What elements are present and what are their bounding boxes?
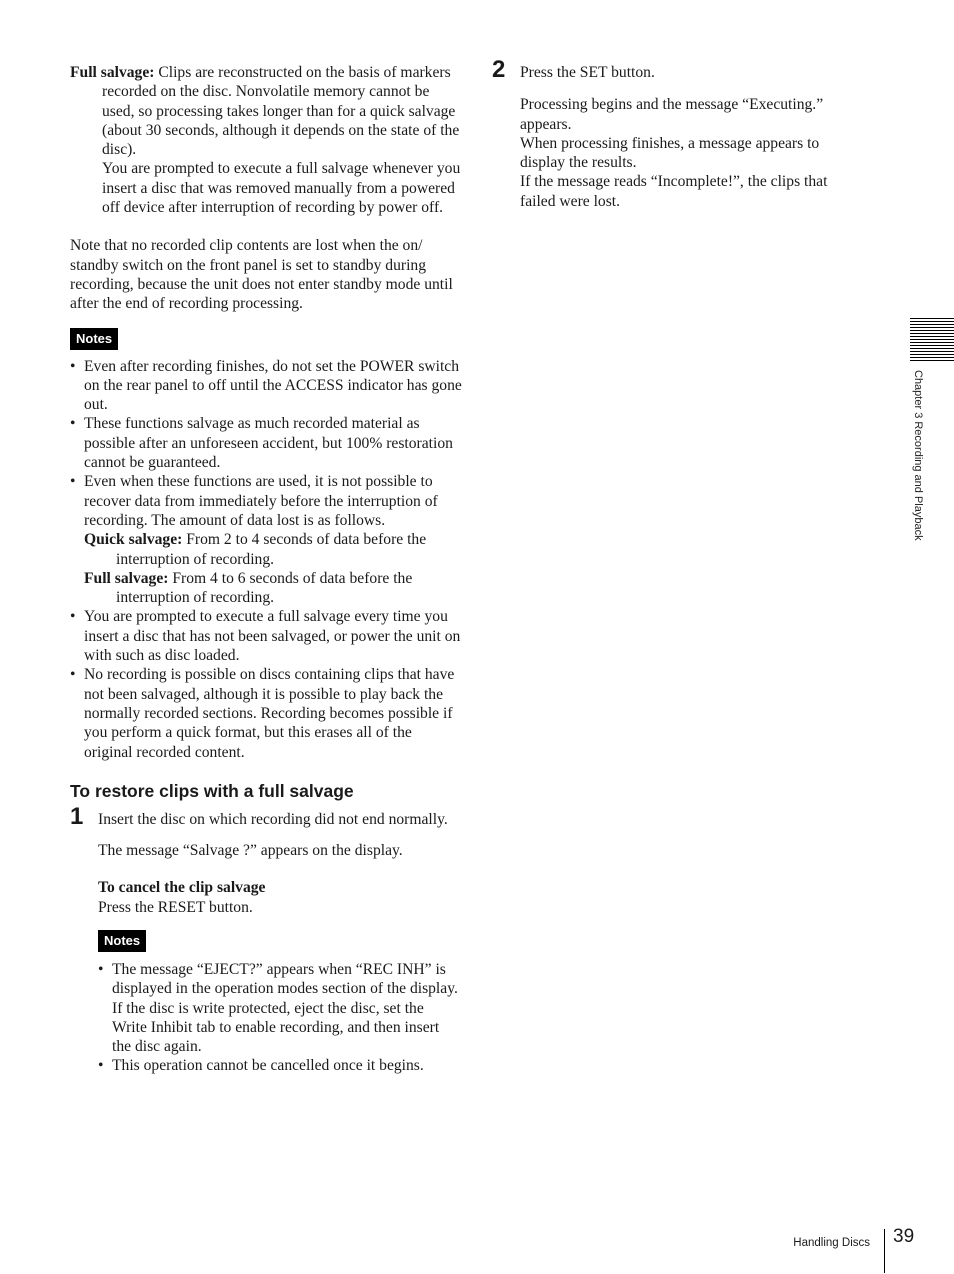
chapter-tab-stripes xyxy=(910,318,954,361)
full-salvage-prompt: You are prompted to execute a full salvage whenever you insert a disc that was removed manually from a powered off device after interruption of recording by power off. xyxy=(102,160,461,217)
step-2-text: Press the SET button. xyxy=(520,64,655,81)
step-1-text: Insert the disc on which recording did not end normally. xyxy=(98,810,448,828)
cancel-text: Press the RESET button. xyxy=(98,898,253,916)
full-salvage-definition xyxy=(70,63,462,159)
right-column xyxy=(492,56,862,211)
step-2-line: If the message reads “Incomplete!”, the clips that failed were lost. xyxy=(520,173,828,210)
notes-item: • No recording is possible on discs containing clips that have not been salvaged, although it is possible to play back the normally recorded sections. Recording becomes possible if you perform a quick format, but this erases all of the original recorded content. xyxy=(70,665,462,761)
notes-badge: Notes xyxy=(98,930,146,952)
chapter-tab-label: Chapter 3 Recording and Playback xyxy=(912,370,924,541)
full-salvage-loss xyxy=(84,569,462,608)
page-number: 39 xyxy=(893,1226,915,1247)
step-number: 2 xyxy=(492,56,506,83)
full-salvage-loss-text: From 4 to 6 seconds of data before the interruption of recording. xyxy=(116,569,413,607)
step-number: 1 xyxy=(70,802,84,830)
full-salvage-loss-term: Full salvage: xyxy=(84,569,169,587)
cancel-heading: To cancel the clip salvage xyxy=(98,879,266,897)
step-1 xyxy=(70,802,462,1076)
notes-item-text: Even when these functions are used, it is not possible to recover data from immediately before the interruption of recording. The amount of data lost is as follows. xyxy=(84,473,438,529)
full-salvage-term: Full salvage: xyxy=(70,64,155,81)
footer-divider xyxy=(884,1229,885,1273)
notes-list xyxy=(70,357,462,762)
left-column xyxy=(70,63,462,1076)
quick-salvage-loss xyxy=(84,530,462,569)
step-1-notes-list xyxy=(98,960,462,1076)
full-salvage-text: Clips are reconstructed on the basis of markers recorded on the disc. Nonvolatile memory cannot be used, so processing takes longer than for a quick salvage (about 30 seconds, although it depends on the state of the disc). xyxy=(102,64,460,159)
quick-salvage-term: Quick salvage: xyxy=(84,531,183,549)
notes-item: • Even after recording finishes, do not set the POWER switch on the rear panel to off until the ACCESS indicator has gone out. xyxy=(70,357,462,415)
step-2-line: Processing begins and the message “Executing.” appears. xyxy=(520,96,824,133)
section-heading: To restore clips with a full salvage xyxy=(70,780,354,801)
step-1-message: The message “Salvage ?” appears on the display. xyxy=(98,842,403,860)
notes-badge: Notes xyxy=(70,328,118,350)
notes-item: • You are prompted to execute a full salvage every time you insert a disc that has not been salvaged, or power the unit on with such as disc loaded. xyxy=(70,607,462,665)
notes-item: • The message “EJECT?” appears when “REC INH” is displayed in the operation modes section of the display. If the disc is write protected, eject the disc, set the Write Inhibit tab to enable recording, and then insert the disc again. xyxy=(98,960,462,1056)
quick-salvage-loss-text: From 2 to 4 seconds of data before the interruption of recording. xyxy=(116,531,427,568)
footer-section-label: Handling Discs xyxy=(793,1237,870,1249)
step-2 xyxy=(492,56,862,211)
notes-item xyxy=(70,472,462,607)
notes-item: • These functions salvage as much recorded material as possible after an unforeseen accident, but 100% restoration cannot be guaranteed. xyxy=(70,414,462,472)
step-2-line: When processing finishes, a message appears to display the results. xyxy=(520,134,820,172)
standby-note-paragraph: Note that no recorded clip contents are lost when the on/ standby switch on the front panel is set to standby during recording, because the unit does not enter standby mode until after the end of recording processing. xyxy=(70,237,453,313)
notes-item: • This operation cannot be cancelled once it begins. xyxy=(98,1056,462,1075)
